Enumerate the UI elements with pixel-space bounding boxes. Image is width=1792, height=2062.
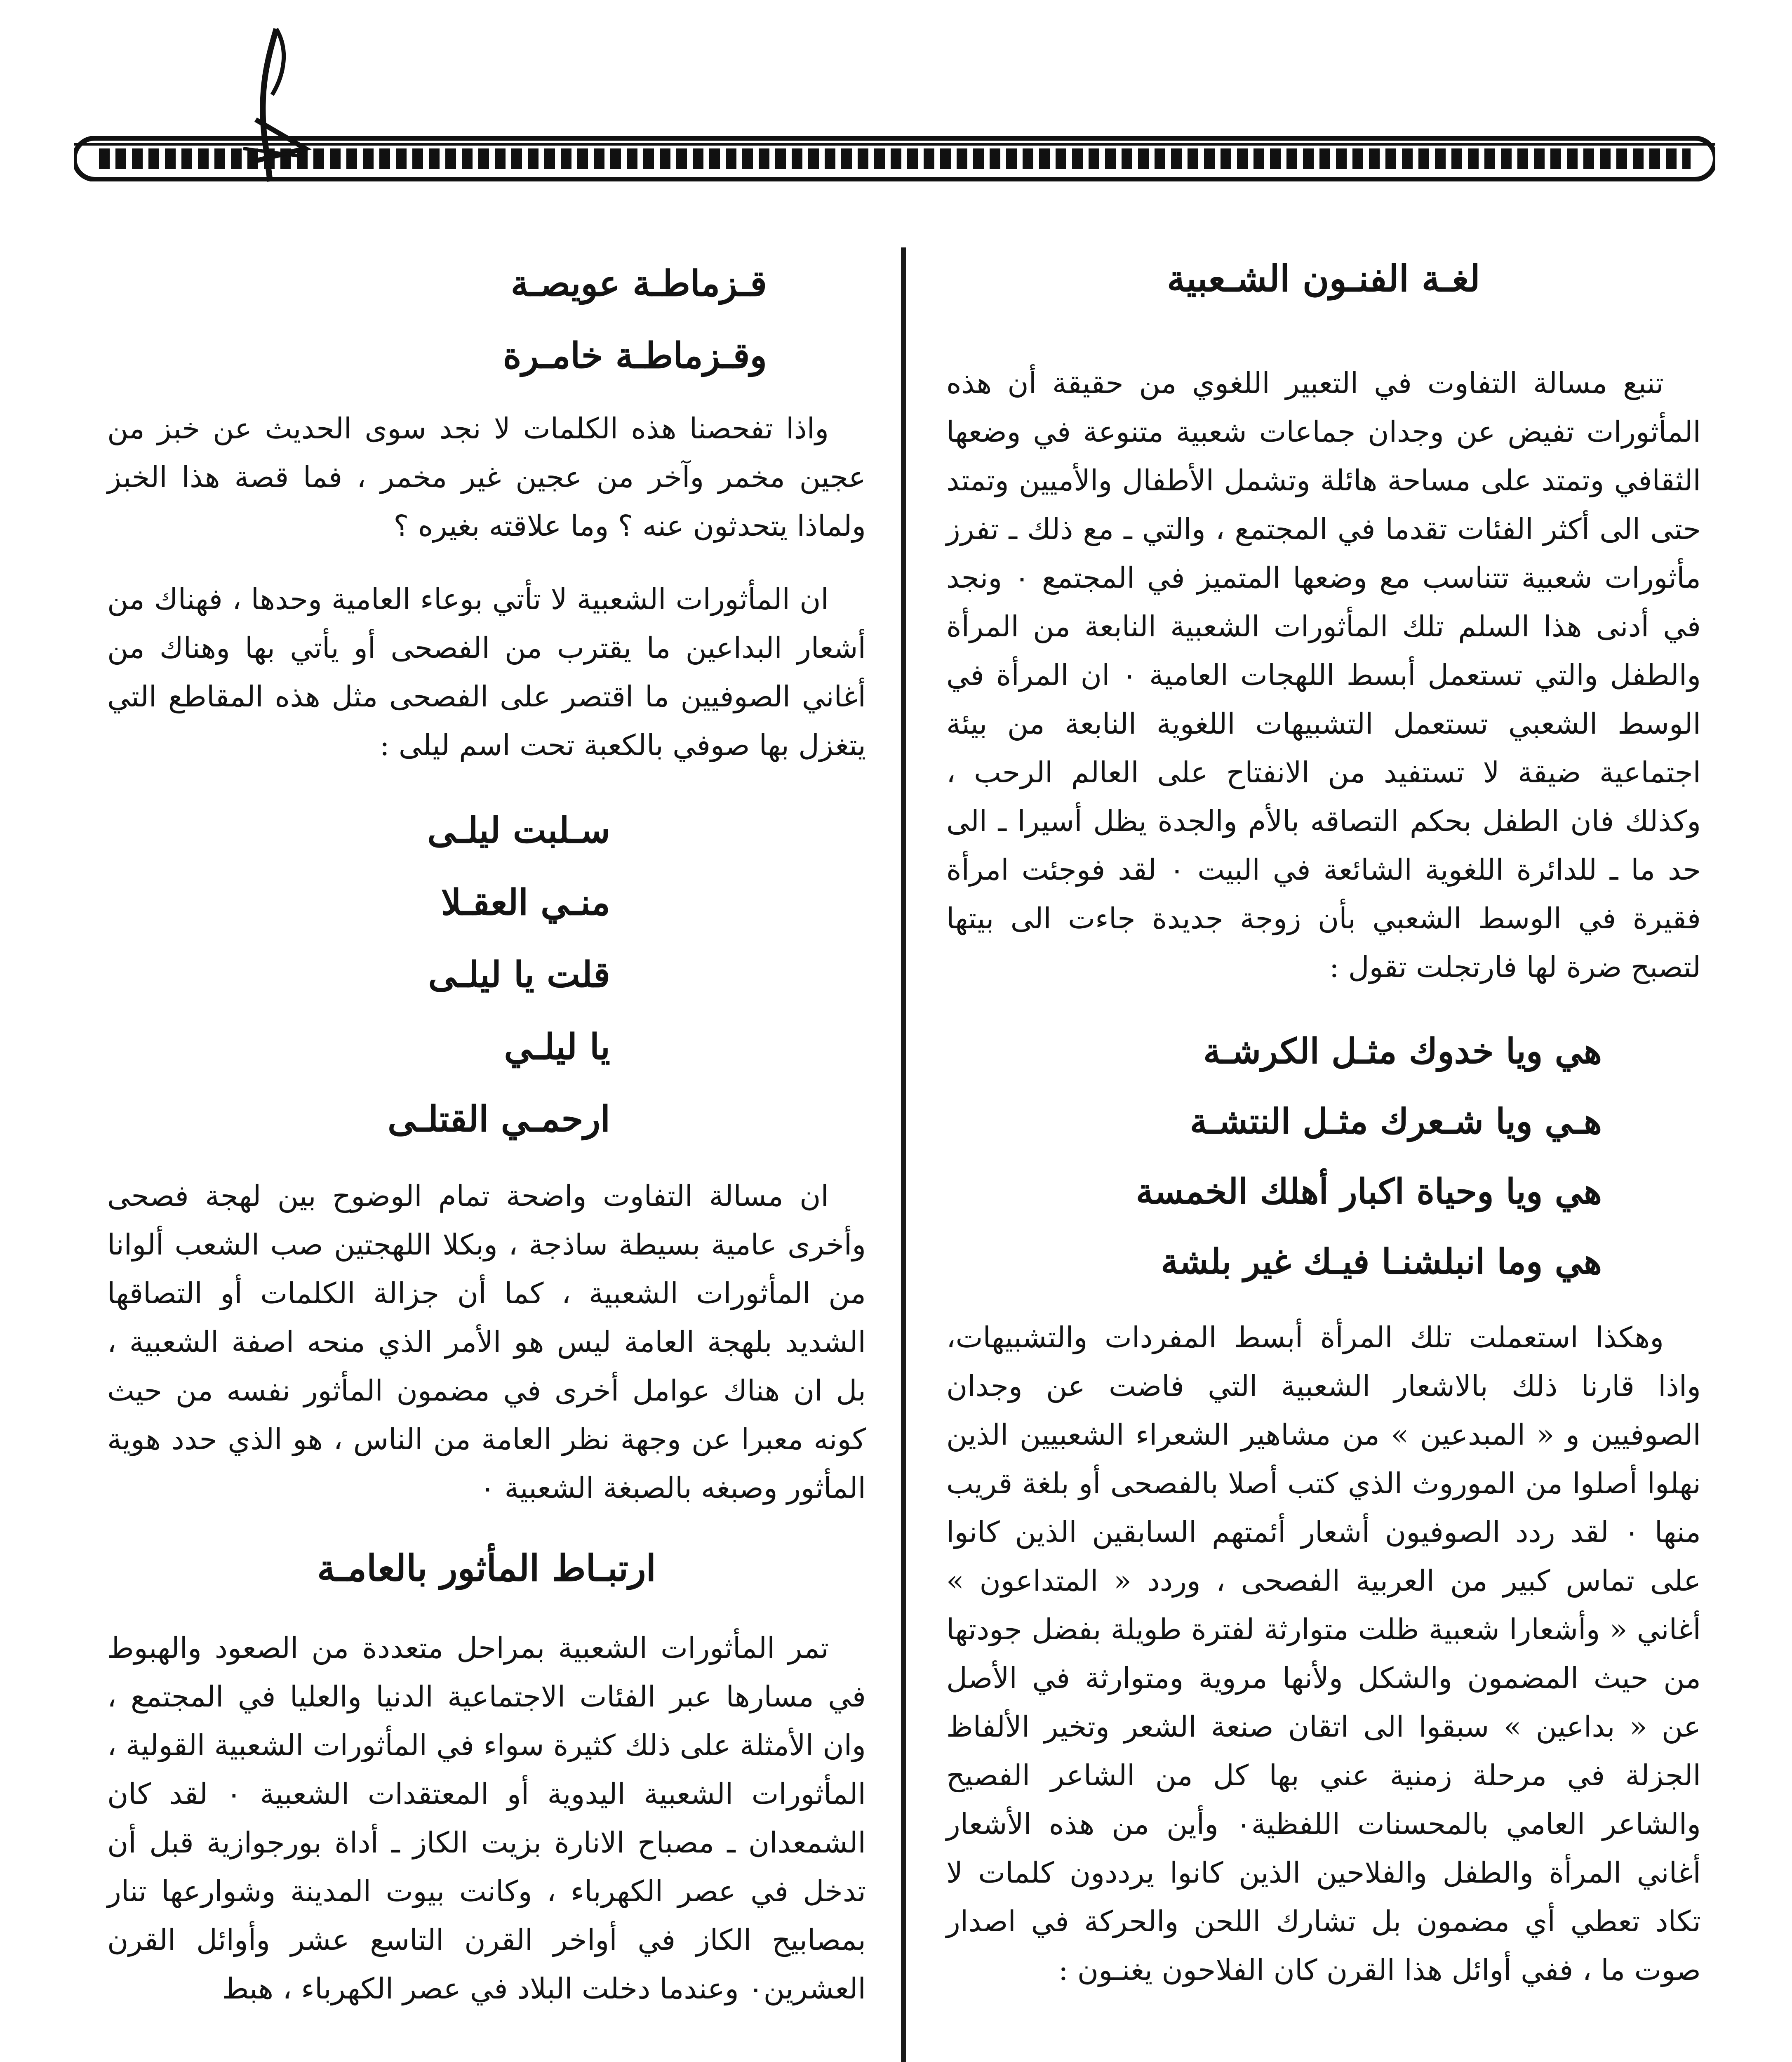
left-paragraph-3: ان مسالة التفاوت واضحة تمام الوضوح بين لهجة فصحى وأخرى عامية بسيطة ساذجة ، وبكلا اللهجتين صب الشعب ألوانا من المأثورات الشعبية ، كما أن جزالة الكلمات أو التصاقها الشديد بلهجة العامة ليس هو الأمر الذي منحه اصفة الشعبية ، بل ان هناك عوامل أخرى في مضمون المأثور نفسه من حيث كونه معبرا عن وجهة نظر العامة من الناس ، هو الذي حدد هوية المأثور وصبغه بالصبغة الشعبية ٠ [107,1179,866,1505]
right-verse [946,1016,1602,1297]
verse-line: قـزماطـة عويصـة [510,263,767,304]
verse-line: هي ويا خدوك مثـل الكرشـة [1203,1031,1602,1071]
verse-line: قلت يا ليلـى [428,954,610,996]
verse-line: ارحمـي القتلـى [387,1098,610,1140]
verse-line: وقـزماطـة خامـرة [503,335,767,377]
left-top-verse [107,247,767,392]
left-paragraph-2: ان المأثورات الشعبية لا تأتي بوعاء العامية وحدها ، فهناك من أشعار البداعين ما يقترب من الفصحى أو يأتي بها وهناك من أغاني الصوفيين ما اقتصر على الفصحى مثل هذه المقاطع التي يتغزل بها صوفي بالكعبة تحت اسم ليلى : [107,582,866,762]
right-column [946,247,1701,2019]
right-paragraph-1: تنبع مسالة التفاوت في التعبير اللغوي من حقيقة أن هذه المأثورات تفيض عن وجدان جماعات شعبية متنوعة في وضعها الثقافي وتمتد على مساحة هائلة وتشمل الأطفال والأميين وتمتد حتى الى أكثر الفئات تقدما في المجتمع ، والتي ـ مع ذلك ـ تفرز مأثورات شعبية تتناسب مع وضعها المتميز في المجتمع ٠ ونجد في أدنى هذا السلم تلك المأثورات الشعبية النابعة من المرأة والطفل والتي تستعمل أبسط اللهجات العامية ٠ ان المرأة في الوسط الشعبي تستعمل التشبيهات اللغوية النابعة من بيئة اجتماعية ضيقة لا تستفيد من الانفتاح على العالم الرحب ، وكذلك فان الطفل بحكم التصاقه بالأم والجدة يظل أسيرا ـ الى حد ما ـ للدائرة اللغوية الشائعة في البيت ٠ لقد فوجئت امرأة فقيرة في الوسط الشعبي بأن زوجة جديدة جاءت الى بيتها لتصبح ضرة لها فارتجلت تقول : [946,366,1701,984]
verse-line: هي ويا وحياة اكبار أهلك الخمسة [1136,1171,1602,1212]
quill-pen-icon [231,25,313,190]
left-verse [107,794,610,1155]
left-paragraph-4: تمر المأثورات الشعبية بمراحل متعددة من الصعود والهبوط في مسارها عبر الفئات الاجتماعية الدنيا والعليا في المجتمع ، وان الأمثلة على ذلك كثيرة سواء في المأثورات الشعبية القولية ، المأثورات الشعبية اليدوية أو المعتقدات الشعبية ٠ لقد كان الشمعدان ـ مصباح الانارة بزيت الكاز ـ أداة بورجوازية قبل أن تدخل في عصر الكهرباء ، وكانت بيوت المدينة وشوارعها تنار بمصابيح الكاز في أواخر القرن التاسع عشر وأوائل القرن العشرين٠ وعندما دخلت البلاد في عصر الكهرباء ، هبط [107,1631,866,2006]
right-paragraph-2: وهكذا استعملت تلك المرأة أبسط المفردات والتشبيهات، واذا قارنا ذلك بالاشعار الشعبية التي فاضت عن وجدان الصوفيين و « المبدعين » من مشاهير الشعراء الشعبيين الذين نهلوا أصلوا من الموروث الذي كتب أصلا بالفصحى أو بلغة قريب منها ٠ لقد ردد الصوفيون أشعار أئمتهم السابقين الذين كانوا على تماس كبير من العربية الفصحى ، وردد « المتداعون » أغاني « وأشعارا شعبية ظلت متوارثة لفترة طويلة بفضل جودتها من حيث المضمون والشكل ولأنها مروية ومتوارثة في الأصل عن « بداعين » سبقوا الى اتقان صنعة الشعر وتخير الألفاظ الجزلة في مرحلة زمنية عني بها كل من الشاعر الفصيح والشاعر العامي بالمحسنات اللفظية٠ وأين من هذه الأشعار أغاني المرأة والطفل والفلاحين الذين كانوا يرددون كلمات لا تكاد تعطي أي مضمون بل تشارك اللحن والحركة في اصدار صوت ما ، ففي أوائل هذا القرن كان الفلاحون يغنـون : [946,1321,1701,1987]
left-column [107,247,866,2038]
verse-line: سـلبت ليلـى [427,810,610,851]
verse-line: هـي ويا شـعرك مثـل النتشـة [1190,1101,1602,1142]
column-divider [901,247,906,2062]
article-title: لغـة الفنـون الشـعبية [1167,257,1480,300]
verse-line: منـي العقـلا [441,882,610,923]
section-subtitle: ارتبـاط المأثور بالعامـة [317,1546,656,1589]
header-ornament-band [74,136,1715,181]
verse-line: يا ليلـي [504,1026,610,1068]
left-paragraph-1: واذا تفحصنا هذه الكلمات لا نجد سوى الحديث عن خبز من عجين مخمر وآخر من عجين غير مخمر ، فما قصة هذا الخبز ولماذا يتحدثون عنه ؟ وما علاقته بغيره ؟ [107,412,866,543]
verse-line: هي وما انبلشنـا فيـك غير بلشة [1161,1241,1602,1282]
